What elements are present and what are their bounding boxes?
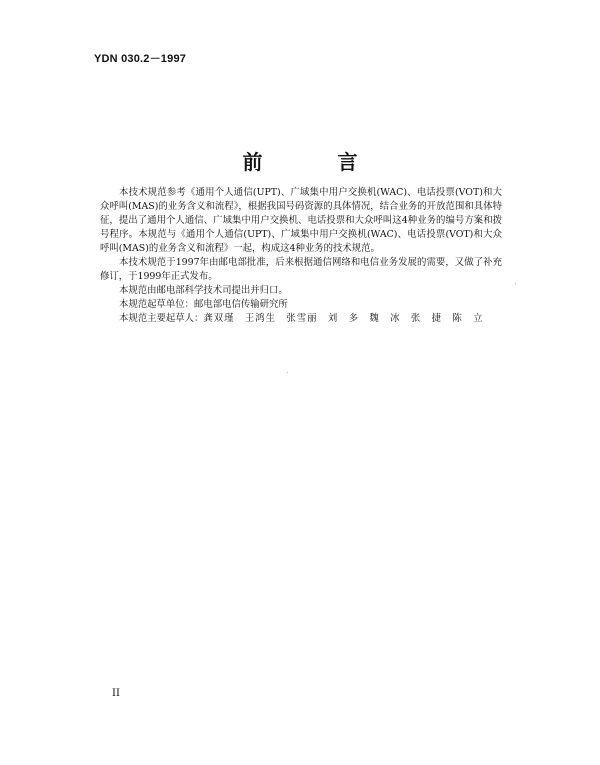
- paragraph-proposer: 本规范由邮电部科学技术司提出并归口。: [119, 285, 288, 296]
- scan-speck: [287, 372, 288, 373]
- paragraph-approval: 本技术规范于1997年由邮电部批准，后来根据通信网络和电信业务发展的需要，又做了补充修订，于1999年正式发布。: [100, 257, 502, 282]
- scan-speck: [515, 283, 516, 284]
- page-number: II: [112, 688, 120, 699]
- paragraph-background: 本技术规范参考《通用个人通信(UPT)、广域集中用户交换机(WAC)、电话投票(VOT)和大众呼叫(MAS)的业务含义和流程》，根据我国号码资源的具体情况，结合业务的开放范围和具体特征，提出了通用个人通信、广域集中用户交换机、电话投票和大众呼叫这4种业务的编号方案和拨号程序。本规范与《通用个人通信(UPT)、广域集中用户交换机(WAC)、电话投票(VOT)和大众呼叫(MAS)的业务含义和流程》一起，构成这4种业务的技术规范。: [100, 187, 502, 254]
- paragraph-drafting-unit: 本规范起草单位：邮电部电信传输研究所: [119, 299, 288, 310]
- document-code: YDN 030.2－1997: [94, 53, 187, 65]
- drafters-names: 龚双瑾 王鸿生 张雪丽 刘 多 魏 冰 张 捷 陈 立: [203, 313, 484, 324]
- paragraph-drafters: [100, 312, 502, 326]
- drafters-label: 本规范主要起草人：: [119, 313, 204, 324]
- page-title: 前 言: [242, 150, 392, 174]
- foreword-body: [100, 186, 502, 326]
